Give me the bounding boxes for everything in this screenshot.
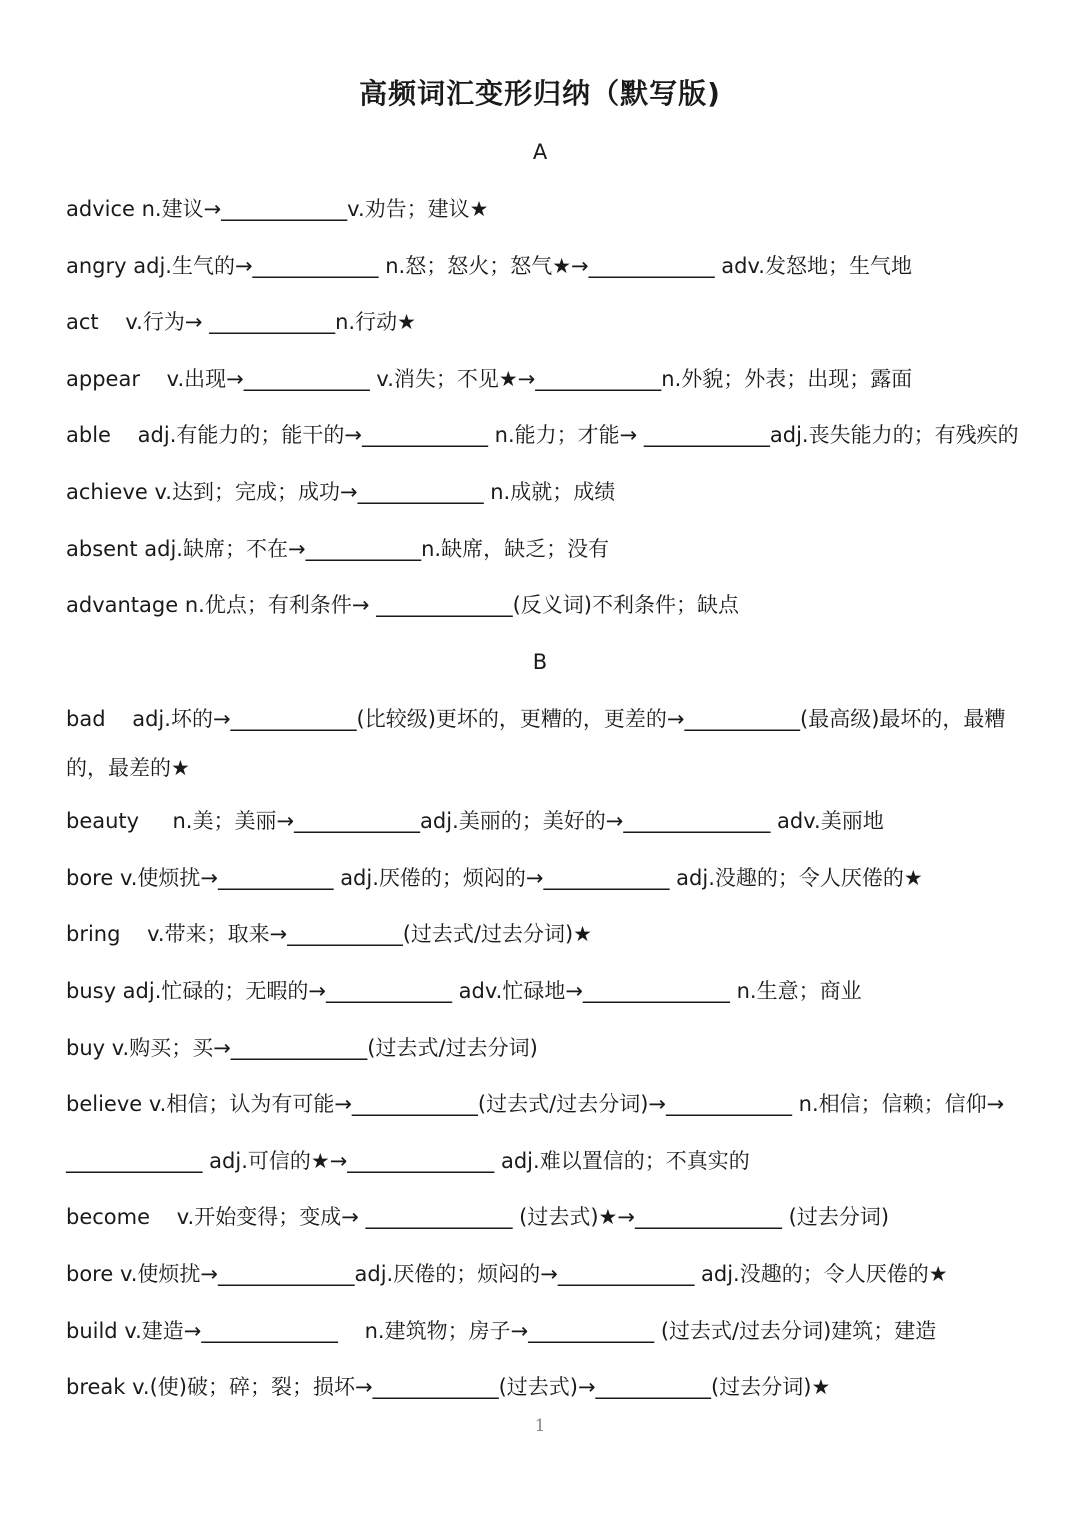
vocab-line-continuation: 的，最差的★	[66, 756, 190, 780]
vocab-line: build v.建造→_____________ n.建筑物；房子→____________ (过去式/过去分词)建筑；建造	[66, 1319, 937, 1343]
page-number: 1	[534, 1416, 546, 1436]
vocab-line: break v.(使)破；碎；裂；损坏→____________(过去式)→___________(过去分词)★	[66, 1375, 831, 1399]
vocab-line: busy adj.忙碌的；无暇的→____________ adv.忙碌地→______________ n.生意；商业	[66, 979, 862, 1003]
document-title: 高频词汇变形归纳（默写版)	[359, 77, 721, 110]
vocab-line: appear v.出现→____________ v.消失；不见★→____________n.外貌；外表；出现；露面	[66, 367, 913, 391]
vocab-line: advice n.建议→____________v.劝告；建议★	[66, 197, 489, 221]
section-letter-a: A	[532, 140, 548, 164]
vocab-line: beauty n.美；美丽→____________adj.美丽的；美好的→______________ adv.美丽地	[66, 809, 884, 833]
vocab-line: become v.开始变得；变成→ ______________ (过去式)★→______________ (过去分词)	[66, 1205, 890, 1229]
vocab-line: bore v.使烦扰→_____________adj.厌倦的；烦闷的→_____________ adj.没趣的；令人厌倦的★	[66, 1262, 948, 1286]
vocab-line: act v.行为→ ____________n.行动★	[66, 310, 416, 334]
section-letter-b: B	[532, 650, 548, 674]
vocab-line: advantage n.优点；有利条件→ _____________(反义词)不利条件；缺点	[66, 593, 739, 617]
vocab-line: bad adj.坏的→____________(比较级)更坏的，更糟的，更差的→___________(最高级)最坏的，最糟	[66, 707, 1006, 731]
vocab-line: believe v.相信；认为有可能→____________(过去式/过去分词)→____________ n.相信；信赖；信仰→	[66, 1092, 1005, 1116]
vocab-line: bore v.使烦扰→___________ adj.厌倦的；烦闷的→____________ adj.没趣的；令人厌倦的★	[66, 866, 923, 890]
vocab-line-continuation: _____________ adj.可信的★→______________ adj.难以置信的；不真实的	[66, 1149, 750, 1173]
vocab-line: absent adj.缺席；不在→___________n.缺席，缺乏；没有	[66, 537, 610, 561]
vocab-line: bring v.带来；取来→___________(过去式/过去分词)★	[66, 922, 592, 946]
vocab-line: angry adj.生气的→____________ n.怒；怒火；怒气★→____________ adv.发怒地；生气地	[66, 254, 912, 278]
vocab-line: buy v.购买；买→_____________(过去式/过去分词)	[66, 1036, 538, 1060]
vocab-line: achieve v.达到；完成；成功→____________ n.成就；成绩	[66, 480, 616, 504]
vocab-line: able adj.有能力的；能干的→____________ n.能力；才能→ ____________adj.丧失能力的；有残疾的	[66, 423, 1019, 447]
